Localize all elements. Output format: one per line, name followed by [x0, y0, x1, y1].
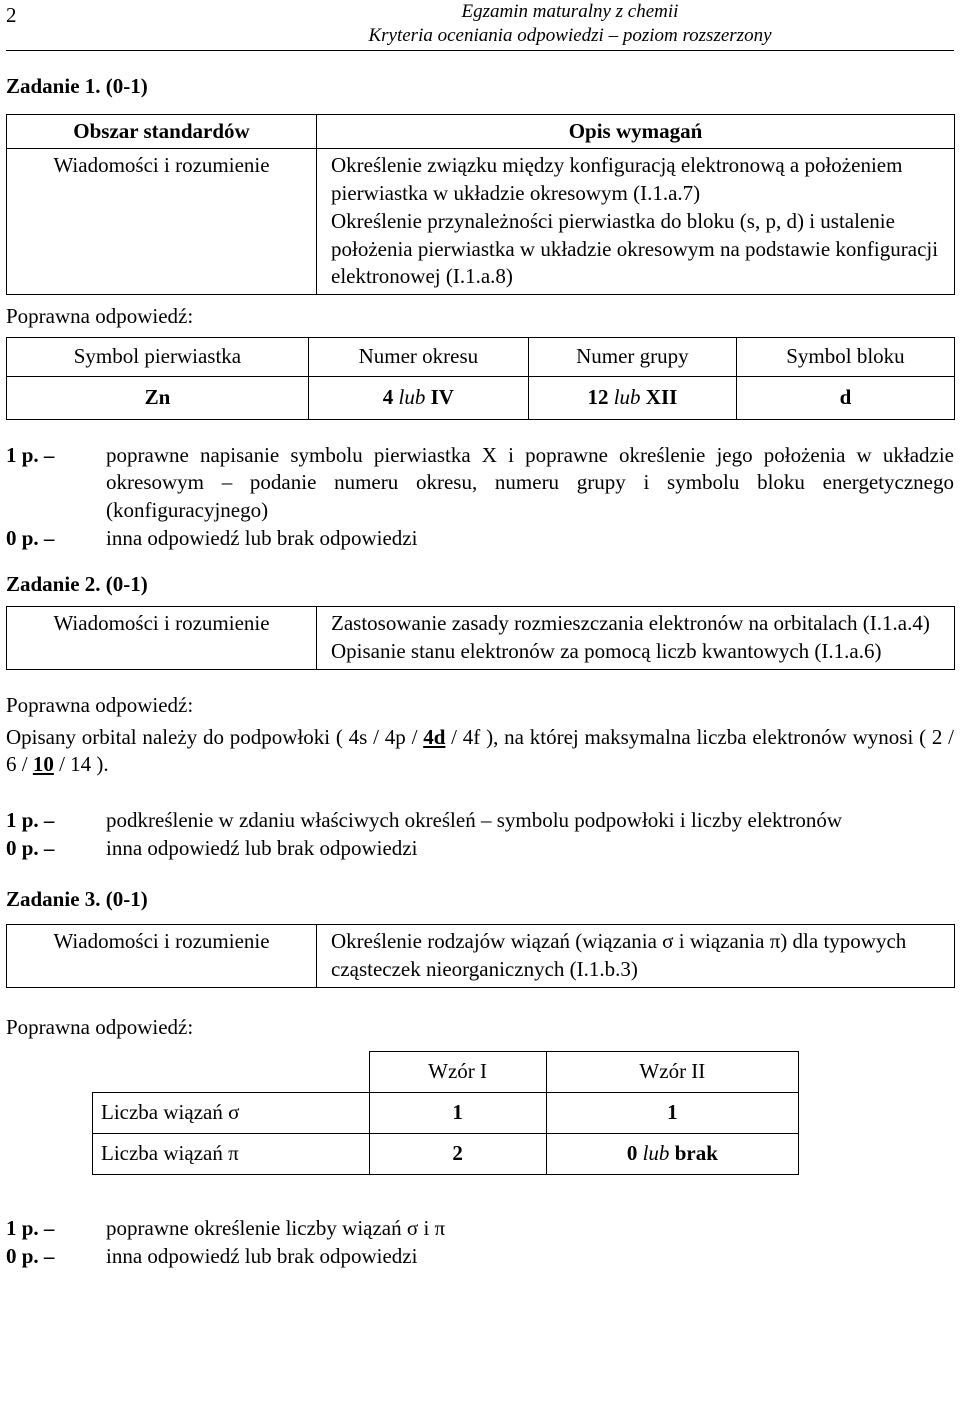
- score-description: inna odpowiedź lub brak odpowiedzi: [106, 835, 418, 860]
- task2-answer-sentence: Opisany orbital należy do podpowłoki ( 4s / 4p / 4d / 4f ), na której maksymalna liczba elektronów wynosi ( 2 / 6 / 10 / 14 ).: [6, 724, 954, 777]
- bond-col-2: Wzór II: [546, 1052, 798, 1093]
- task3-answer-label: Poprawna odpowiedź:: [6, 1014, 194, 1039]
- task2-requirements: [317, 607, 955, 669]
- score-points: 1 p. –: [6, 1216, 55, 1241]
- task2-title: Zadanie 2. (0-1): [6, 571, 148, 596]
- empty-cell: [93, 1052, 370, 1093]
- task3-requirement: Określenie rodzajów wiązań (wiązania σ i wiązania π) dla typowych cząsteczek nieorganicznych (I.1.b.3): [317, 925, 955, 987]
- task1-area: Wiadomości i rozumienie: [7, 149, 317, 295]
- score-row: [6, 807, 954, 835]
- answer-header-period: Numer okresu: [308, 337, 528, 376]
- sigma-value-1: 1: [369, 1093, 546, 1134]
- task1-requirements: [317, 149, 955, 295]
- underlined-subshell: 4d: [423, 724, 446, 749]
- answer-group: 12 lub XII: [528, 376, 736, 419]
- task3-bond-table: [92, 1051, 799, 1175]
- score-points: 1 p. –: [6, 807, 55, 832]
- score-description: poprawne określenie liczby wiązań σ i π: [106, 1216, 446, 1241]
- score-points: 0 p. –: [6, 1243, 55, 1268]
- task2-answer-label: Poprawna odpowiedź:: [6, 692, 194, 717]
- answer-block: d: [736, 376, 954, 419]
- task1-title: Zadanie 1. (0-1): [6, 74, 148, 98]
- task1-answer-label: Poprawna odpowiedź:: [6, 304, 194, 329]
- task1-standards-table: [6, 114, 955, 295]
- score-row: [6, 525, 954, 553]
- score-row: [6, 1215, 954, 1243]
- score-description: inna odpowiedź lub brak odpowiedzi: [106, 1243, 418, 1268]
- task1-req2: Określenie przynależności pierwiastka do bloku (s, p, d) i ustalenie położenia pierwiastka w układzie okresowym na podstawie konfiguracji elektronowej (I.1.a.8): [331, 208, 939, 289]
- score-row: [6, 835, 954, 863]
- pi-value-2: 0 lub brak: [546, 1134, 798, 1175]
- task3-standards-table: [6, 924, 955, 987]
- pi-row-label: Liczba wiązań π: [93, 1134, 370, 1175]
- answer-header-group: Numer grupy: [528, 337, 736, 376]
- col-desc-header: Opis wymagań: [317, 114, 955, 149]
- task3-title: Zadanie 3. (0-1): [6, 887, 148, 912]
- header-titles: [6, 0, 954, 48]
- bond-col-1: Wzór I: [369, 1052, 546, 1093]
- header-title: Egzamin maturalny z chemii: [461, 1, 679, 22]
- task3-scoring: [6, 1215, 954, 1270]
- page-header: [6, 0, 954, 51]
- sigma-value-2: 1: [546, 1093, 798, 1134]
- score-description: inna odpowiedź lub brak odpowiedzi: [106, 525, 418, 550]
- answer-symbol: Zn: [7, 376, 309, 419]
- task1-req1: Określenie związku między konfiguracją elektronową a położeniem pierwiastka w układzie okresowym (I.1.a.7): [331, 153, 903, 206]
- score-description: poprawne napisanie symbolu pierwiastka X i poprawne określenie jego położenia w układzie okresowym – podanie numeru okresu, numeru grupy i symbolu bloku energetycznego (konfiguracyjnego): [106, 442, 954, 523]
- answer-period: 4 lub IV: [308, 376, 528, 419]
- task2-req2: Opisanie stanu elektronów za pomocą liczb kwantowych (I.1.a.6): [331, 639, 882, 664]
- score-points: 0 p. –: [6, 835, 55, 860]
- answer-header-symbol: Symbol pierwiastka: [7, 337, 309, 376]
- page-number: 2: [6, 3, 17, 27]
- task2-scoring: [6, 807, 954, 862]
- score-points: 1 p. –: [6, 442, 55, 467]
- score-description: podkreślenie w zdaniu właściwych określeń – symbolu podpowłoki i liczby elektronów: [106, 807, 843, 832]
- answer-header-block: Symbol bloku: [736, 337, 954, 376]
- header-subtitle: Kryteria oceniania odpowiedzi – poziom rozszerzony: [368, 25, 772, 46]
- col-area-header: Obszar standardów: [7, 114, 317, 149]
- task2-area: Wiadomości i rozumienie: [7, 607, 317, 669]
- task1-scoring: [6, 442, 954, 553]
- score-row: [6, 1243, 954, 1271]
- task1-answer-table: [6, 337, 955, 420]
- task3-area: Wiadomości i rozumienie: [7, 925, 317, 987]
- score-row: [6, 442, 954, 525]
- underlined-count: 10: [32, 752, 54, 777]
- pi-value-1: 2: [369, 1134, 546, 1175]
- task2-req1: Zastosowanie zasady rozmieszczania elektronów na orbitalach (I.1.a.4): [331, 611, 930, 636]
- sigma-row-label: Liczba wiązań σ: [93, 1093, 370, 1134]
- task2-standards-table: [6, 606, 955, 669]
- score-points: 0 p. –: [6, 525, 55, 550]
